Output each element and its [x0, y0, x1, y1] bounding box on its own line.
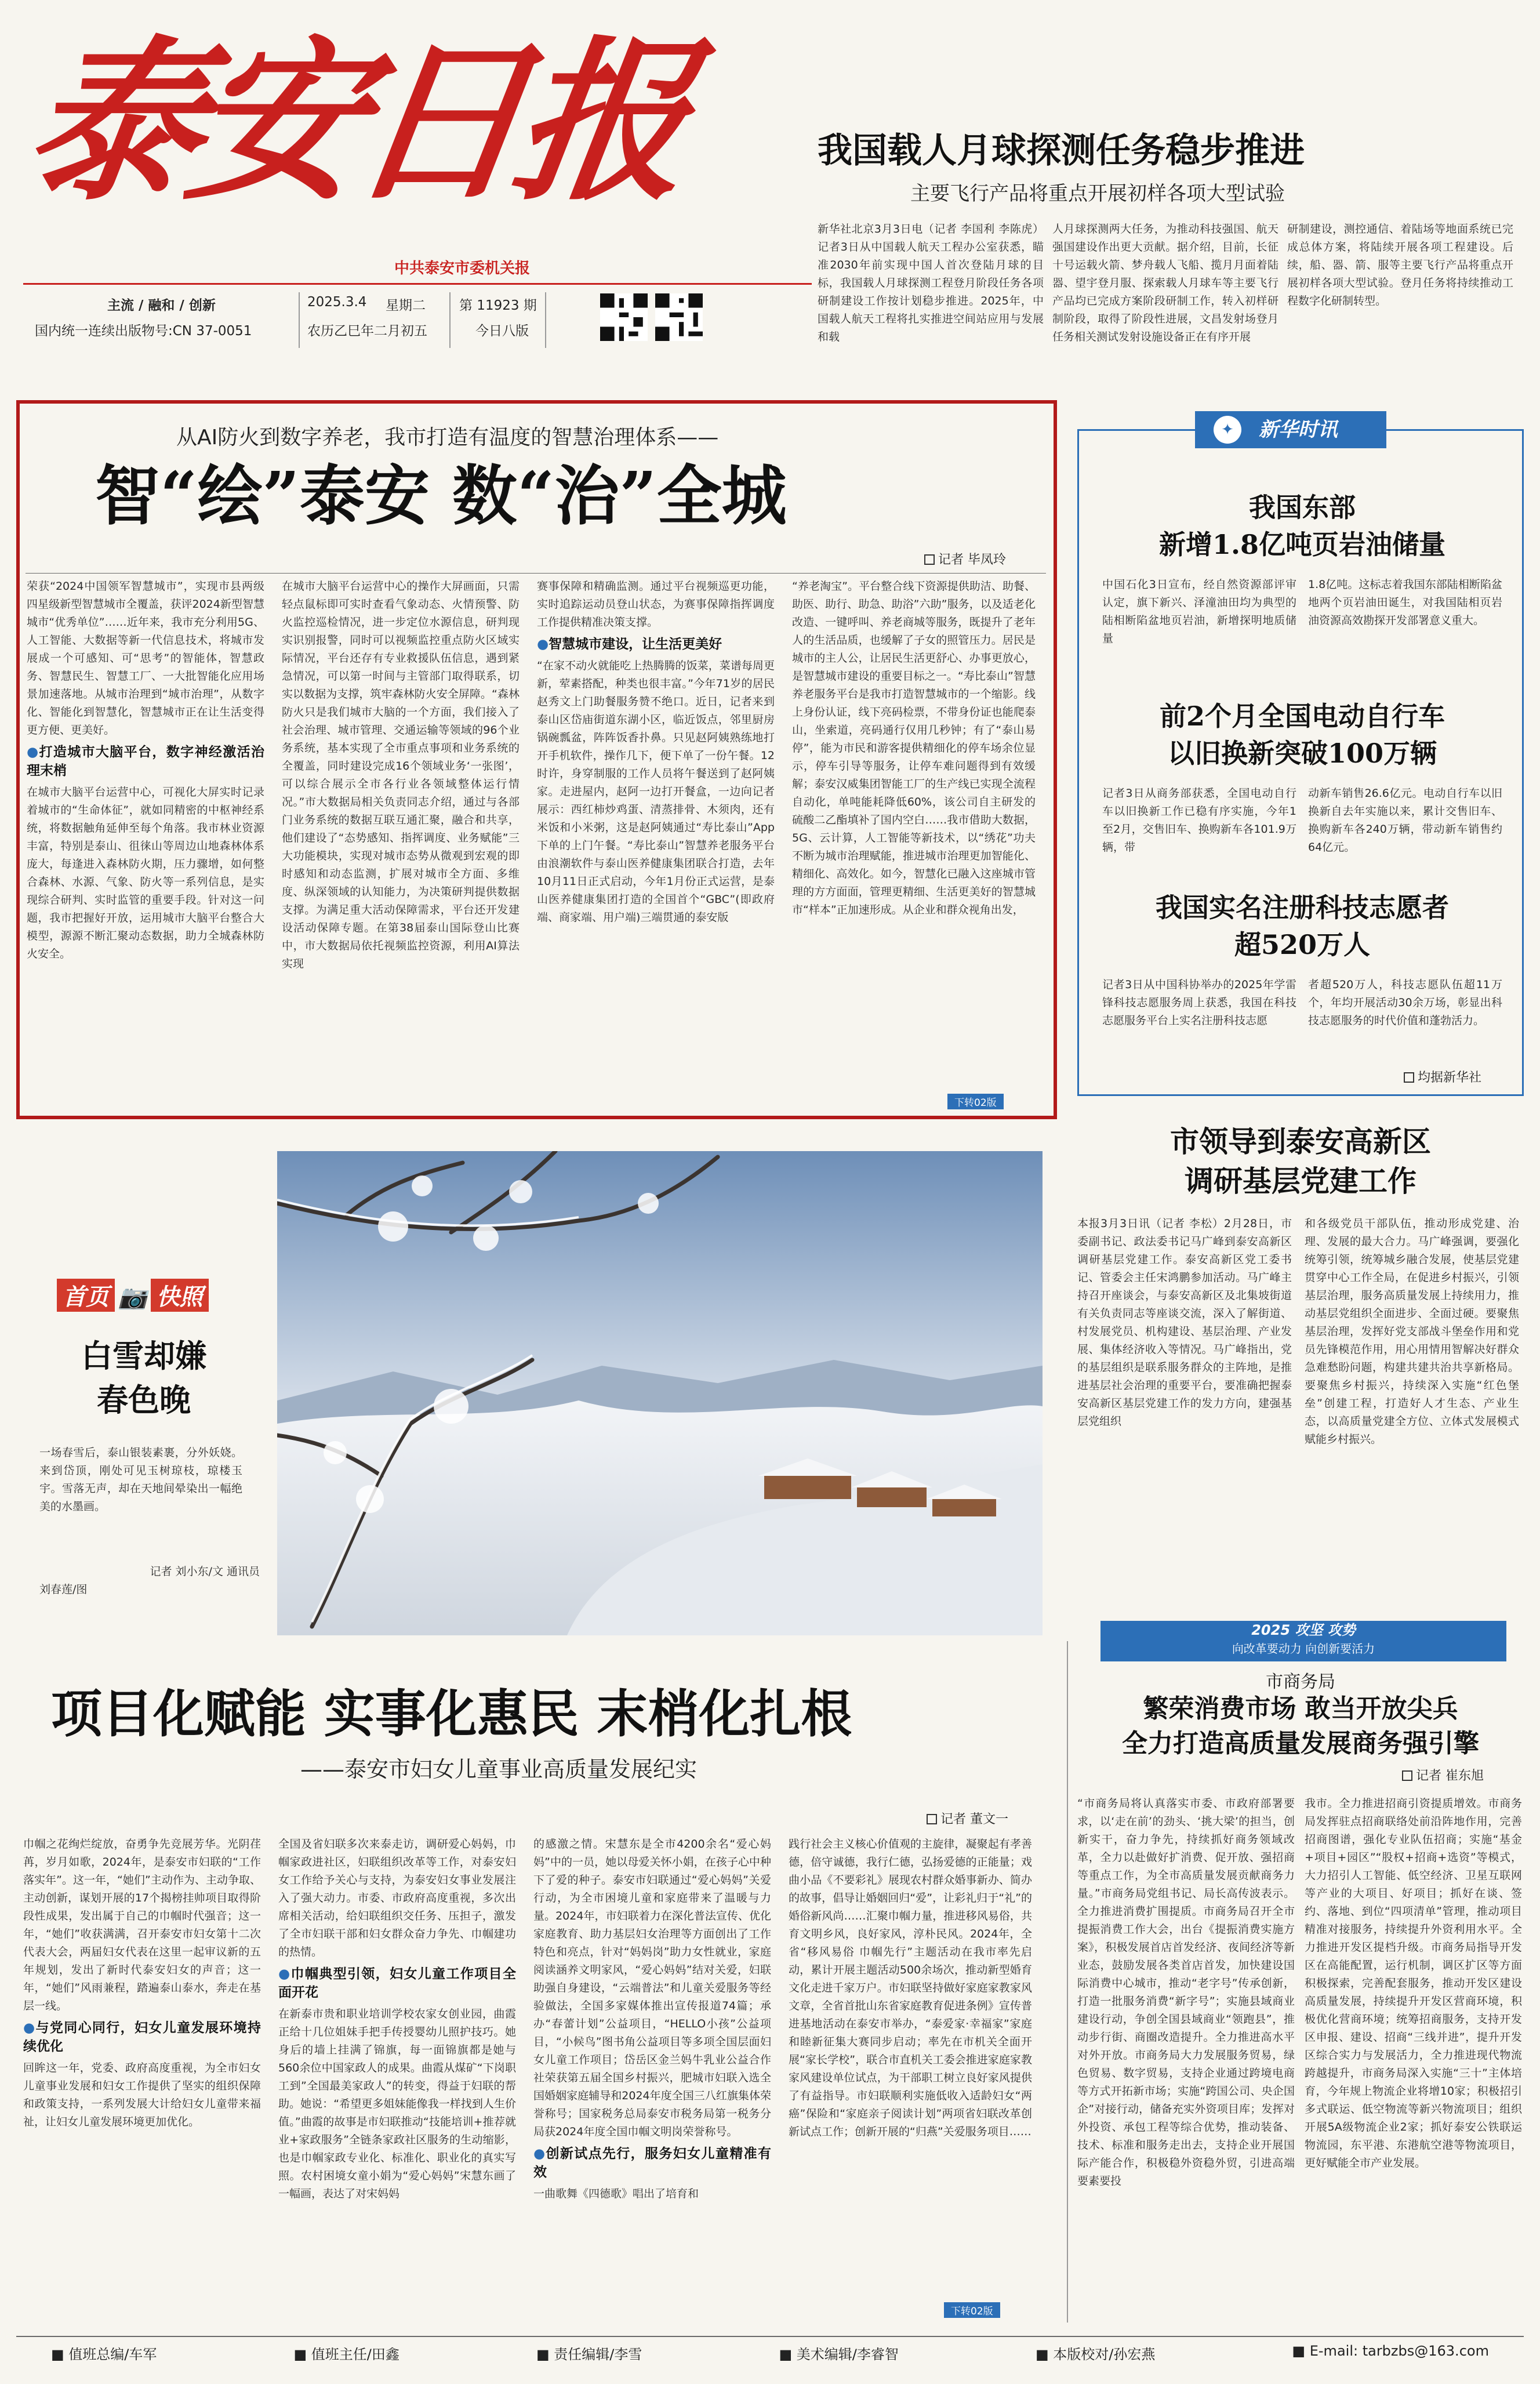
xinhua-item-text: 动新车销售26.6亿元。电动自行车以旧换新自去年实施以来，累计交售旧车、换购新车各240万辆，带动新车销售约64亿元。: [1308, 787, 1502, 854]
leader-title: 市领导到泰安高新区 调研基层党建工作: [1170, 1124, 1431, 1198]
commerce-reporter: 记者 崔东旭: [1402, 1766, 1484, 1784]
feature-jump-link[interactable]: 下转02版: [944, 2302, 1000, 2318]
photo-kicker: 首页 📷 快照: [57, 1279, 209, 1312]
lead-subhead-2: ●智慧城市建设，让生活更美好: [537, 637, 722, 652]
qr-code-icon: [600, 293, 648, 341]
lead-kicker: 从AI防火到数字养老，我市打造有温度的智慧治理体系——: [176, 426, 719, 449]
xinhua-item-title: 前2个月全国电动自行车 以旧换新突破100万辆: [1159, 701, 1445, 769]
leader-visit: [1077, 1122, 1524, 1603]
qr-code-icon: [655, 293, 703, 341]
xinhua-item-title: 我国实名注册科技志愿者 超520万人: [1156, 892, 1449, 960]
masthead-title: 泰安日报: [14, 19, 693, 224]
feature-col4: 践行社会主义核心价值观的主旋律，凝聚起有孝善德，倍守诚德，我行仁德，弘扬爱德的正能量；戏曲小品《不要彩礼》展现农村群众婚事新办、简办的故事，倡导让婚姻回归“爱”，让彩礼归于“礼”的婚俗新风尚……汇聚巾帼力量，推进移风易俗，共育文明乡风，良好家风，淳朴民风。2024年，全省“移风易俗 巾帼先行”主题活动在我市率先启动，累计开展主题活动500余场次，推动新型婚育文化走进千家万户。市妇联坚持做好家庭家教家风文章，全省首批山东省家庭教育促进条例》宣传普进基地活动在泰安市举办，“泰爱家·幸福家”家庭和睦新征集大赛同步启动；率先在市机关全面开展“家长学校”，联合市直机关工委会推进家庭家教家风建设单位试点，为干部职工树立良好家风提供了有益指导。市妇联顺利实施低收入适龄妇女“两癌”保险和“家庭亲子阅读计划”两项省妇联改革创新试点工作；创新开展的“归燕”关爱服务项目……: [789, 1838, 1032, 2138]
footer-item: ■ 美术编辑/李睿智: [779, 2346, 899, 2363]
top-story-col1: 新华社北京3月3日电（记者 李国利 李陈虎）记者3日从中国载人航天工程办公室获悉，瞄准2030年前实现中国人首次登陆月球的目标，我国载人月球探测工程登月阶段任务各项研制建设工作按计划稳步推进。2025年，中国载人航天工程将扎实推进空间站应用与发展和载: [818, 223, 1044, 343]
xinhua-item-text: 1.8亿吨。这标志着我国东部陆相断陷盆地两个页岩油田诞生，对我国陆相页岩油资源高效勘探开发部署意义重大。: [1308, 578, 1502, 627]
feature-headline: 项目化赋能 实事化惠民 末梢化扎根: [51, 1683, 852, 1744]
xinhua-item-text: 记者3日从中国科协举办的2025年学雷锋科技志愿服务周上获悉，我国在科技志愿服务平台上实名注册科技志愿: [1102, 978, 1296, 1027]
xinhua-item-text: 记者3日从商务部获悉，全国电动自行车以旧换新工作已稳有序实施，今年1至2月，交售旧车、换购新车各101.9万辆，带: [1102, 787, 1296, 854]
commerce-story: [1077, 1621, 1524, 2325]
lead-col4: “养老淘宝”。平台整合线下资源提供助洁、助餐、助医、助行、助急、助浴”六助”服务，以及适老化改造、一键呼叫、养老商城等服务，既提升了老年人的生活品质，也缓解了子女的照管压力。居民是城市的主人公，让居民生活更舒心、办事更放心，是智慧城市建设的重要目标之一。“寿比泰山”智慧养老服务平台是我市打造智慧城市的一个缩影。线上身份认证，线下亮码检票，不带身份证也能爬泰山，坐索道，亮码通行仅用几秒钟；有了“泰山易停”，能为市民和游客提供精细化的停车场余位显示，停车引导等服务，让停车难问题得到有效缓解；泰安汉威集团智能工厂的生产线已实现全流程自动化，单吨能耗降低60%，该公司自主研发的硫酸二乙酯填补了国内空白……我市借助大数据，5G、云计算，人工智能等新技术，以“绣花”功夫不断为城市治理赋能，推进城市治理更加智能化、精细化、高效化。如今，智慧化已融入这座城市管理的方方面面，管理更精细、生活更美好的智慧城市“样本”正加速形成。从企业和群众视角出发，: [792, 580, 1036, 916]
footer-item: ■ 责任编辑/李雪: [536, 2346, 642, 2363]
lead-col1: 荣获“2024中国领军智慧城市”，实现市县两级四星级新型智慧城市全覆盖，获评2024新型智慧城市“优秀单位”……近年来，我市充分利用5G、人工智能、大数据等新一代信息技术，将城市发展成一个可感知、可“思考”的智能体，智慧政务、智慧民生、智慧工厂、一大批智能化应用场景加速落地。从城市治理到“城市治理”，从数字化、智能化到智慧化，智慧城市正在让生活变得更方便、更美好。 ●打造城市大脑平台，数字神经激活治理末梢 在城市大脑平台运营中心，可视化大屏实时记录着城市的“生命体征”，就如同精密的中枢神经系统，将数据触角延伸至每个角落。我市林业资源丰富，特别是泰山、徂徕山等周边山地森林体系庞大，每逢进入森林防火期，压力骤增，如何整合森林、水源、气象、防火等一系列信息，是实现综合研判、实时监管的重要手段。针对这一问题，我市把握好开放，运用城市大脑平台整合大模型，源源不断汇聚动态数据，助力全城森林防火安全。: [27, 580, 264, 960]
top-story: [794, 116, 1519, 389]
footer-item: ■ 值班主任/田鑫: [293, 2346, 399, 2363]
xinhua-item-title: 我国东部 新增1.8亿吨页岩油储量: [1158, 492, 1446, 560]
feature-col1: 巾帼之花绚烂绽放，奋勇争先竞展芳华。光阴荏苒，岁月如歌，2024年，是泰安市妇联的“工作落实年”。这一年，“她们”主动作为、主动争取、主动创新，谋划开展的17个揭榜挂帅项目取得阶段性成果，发出属于自己的巾帼时代强音；这一年，“她们”收获满满，召开泰安市妇女第十二次代表大会，两届妇女代表在这里一起审议新的五年规划，发出了新时代泰安妇女的声音；这一年，“她们”风雨兼程，踏遍泰山泰水，奔走在基层一线。 ●与党同心同行，妇女儿童发展环境持续优化 回眸这一年，党委、政府高度重视，为全市妇女儿童事业发展和妇女工作提供了坚实的组织保障和政策支持，一系列发展大计给妇女儿童带来福祉，让妇女儿童发展环境更加优化。: [23, 1838, 261, 2128]
feature-reporter: 记者 董文一: [927, 1809, 1008, 1827]
photo-caption: 一场春雪后，泰山银装素裹，分外妖娆。来到岱顶，刚处可见玉树琼枝，琼楼玉宇。雪落无声，却在天地间晕染出一幅绝美的水墨画。: [39, 1446, 242, 1513]
feature-subhead-3: ●创新试点先行，服务妇女儿童精准有效: [533, 2146, 771, 2180]
feature-subtitle: ——泰安市妇女儿童事业高质量发展纪实: [300, 1757, 698, 1782]
masthead: [14, 12, 812, 290]
masthead-weekday: 星期二: [386, 298, 426, 313]
photo-feature: [16, 1151, 1060, 1644]
footer-item: ■ 本版校对/孙宏燕: [1035, 2346, 1156, 2363]
feature-col3: 的感激之情。宋慧东是全市4200余名“爱心妈妈”中的一员，她以母爱关怀小娟，在孩子心中种下了爱的种子。泰安市妇联通过“爱心妈妈”关爱行动，为全市困境儿童和家庭带来了温暖与力量。2024年，市妇联着力在深化普法宣传、优化家庭教育、助力基层妇女治理等方面创出了工作特色和亮点，针对“妈妈岗”助力女性就业，家庭阅读涵养文明家风，“爱心妈妈”结对关爱，妇联助强自身建设，“云端普法”和儿童关爱服务等经验做法，全国多家媒体推出宣传报道74篇；承办“春蕾计划”公益项目，“HELLO小孩”公益项目，“小候鸟”图书角公益项目等多项全国层面妇女儿童工作项目；岱岳区金兰妈牛乳业公益合作社荣获第五届全国乡村振兴，肥城市妇联入选全国婚姻家庭辅导和2024年度全国三八红旗集体荣誉称号；国家税务总局泰安市税务局第一税务分局获2024年度全国巾帼文明岗荣誉称号。 ●创新试点先行，服务妇女儿童精准有效 一曲歌舞《四德歌》唱出了培育和: [533, 1838, 771, 2200]
xinhua-item-text: 者超520万人，科技志愿队伍超11万个，年均开展活动30余万场，彰显出科技志愿服务的时代价值和蓬勃活力。: [1308, 978, 1502, 1027]
xinhua-item: [1102, 698, 1502, 854]
top-story-title: 我国载人月球探测任务稳步推进: [818, 130, 1305, 171]
lead-headline: 智“绘”泰安 数“治”全城: [95, 458, 787, 534]
top-story-col3: 研制建设，测控通信、着陆场等地面系统已完成总体方案，将陆续开展各项工程建设。后续，船、器、箭、服等主要飞行产品将重点开展初样各项大型试验。登月任务将持续推动工程数字化研制转型。: [1287, 223, 1513, 307]
footer: [16, 2343, 1524, 2372]
photo-title: 白雪却嫌 春色晚: [81, 1337, 206, 1418]
commerce-title: 繁荣消费市场 敢当开放尖兵 全力打造高质量发展商务强引擎: [1122, 1694, 1479, 1758]
column-divider: [1067, 1641, 1068, 2323]
feature-subhead-2: ●巾帼典型引领，妇女儿童工作项目全面开花: [278, 1966, 516, 2000]
photo-credit: 记者 刘小东/文 通讯员 刘春莲/图: [39, 1565, 260, 1596]
leader-col2: 和各级党员干部队伍，推动形成党建、治理、发展的最大合力。马广峰强调，要强化统筹引领，统筹城乡融合发展，使基层党建贯穿中心工作全局，在促进乡村振兴，引领基层治理，服务高质量发展上持续用力，推动基层党组织全面进步、全面过硬。要聚焦基层治理，发挥好党支部战斗堡垒作用和党员先锋模范作用，用心用情用智解决好群众急难愁盼问题，构建共建共治共享新格局。要聚焦乡村振兴，持续深入实施“红色堡垒”创建工程，打造好人才生态、产业生态，以高质量党建全方位、立体式发展模式赋能乡村振兴。: [1305, 1217, 1519, 1446]
leader-col1: 本报3月3日讯（记者 李松）2月28日，市委副书记、政法委书记马广峰到泰安高新区调研基层党建工作。泰安高新区党工委书记、管委会主任宋鸿鹏参加活动。马广峰主持召开座谈会，与泰安高新区及北集坡街道有关负责同志等座谈交流，深入了解街道、村发展党员、机构建设、基层治理、产业发展、集体经济收入等情况。马广峰指出，党的基层组织是联系服务群众的主阵地，是推进基层社会治理的重要平台，要准确把握泰安高新区基层党建工作的发力方向，建强基层党组织: [1077, 1217, 1292, 1428]
feature-story: [16, 1670, 1060, 2323]
masthead-info: [23, 290, 812, 354]
masthead-divider: [23, 283, 812, 285]
feature-subhead-1: ●与党同心同行，妇女儿童发展环境持续优化: [23, 2020, 261, 2054]
masthead-lunar: 农历乙巳年二月初五: [307, 324, 427, 339]
footer-item: ■ 值班总编/车军: [51, 2346, 157, 2363]
masthead-tagline: 主流 / 融和 / 创新: [107, 298, 216, 313]
commerce-col1: “市商务局将认真落实市委、市政府部署要求，以‘走在前’的劲头、‘挑大梁’的担当，创新实干，奋力争先，持续抓好商务领域改革，全力以赴做好扩消费、促开放、强招商等重点工作，为全市高质量发展贡献商务力量。”市商务局党组书记、局长高传波表示。全力推进消费扩围提质。市商务局召开全市提振消费工作大会，出台《提振消费实施方案》，积极发展首店首发经济、夜间经济等新业态，鼓励发展各类首店首发，加快建设国际消费中心城市，推动“老字号”传承创新，打造一批服务消费“新字号”；实施县域商业建设行动，争创全国县域商业“领跑县”，推动步行街、商圈改造提升。全力推进高水平对外开放。市商务局大力发展服务贸易，绿色贸易、数字贸易，支持企业通过跨境电商等方式开拓新市场；实施“跨国公司、央企国企”对接行动，储备充实外资项目库；发挥对外投资、承包工程等综合优势，推动装备、技术、标准和服务走出去，支持企业开展国际产能合作，积极稳外资稳外贸，引进高端要素要投: [1077, 1797, 1295, 2187]
masthead-issn: 国内统一连续出版物号:CN 37-0051: [35, 324, 252, 339]
xinhua-item: [1102, 489, 1502, 645]
lead-story: [16, 400, 1057, 1119]
snow-mountain-photo: [277, 1151, 1043, 1635]
commerce-col2: 我市。全力推进招商引资提质增效。市商务局发挥驻点招商联络处前沿阵地作用，完善招商图谱，强化专业队伍招商；实施“基金+项目+园区”“股权+招商+选资”等模式，大力招引人工智能、低空经济、卫星互联网等产业的大项目、好项目；抓好在谈、签约、落地、到位“四项清单”管理，推动项目精准对接服务，持续提升外资利用水平。全力推进开发区提档升级。市商务局指导开发区在高能配置，运行机制，调区扩区等方面积极探索，完善配套服务，推动开发区建设高质量发展，持续提升开发区营商环境，积极优化营商环境；统筹招商服务，支持开发区申报、建设、招商“三线并进”，提升开发区综合实力与发展活力，全力推进现代物流跨越提升，市商务局深入实施“三十”主体培育，今年规上物流企业将增10家；积极招引多式联运、低空物流等新兴物流项目；组织开展5A级物流企业2家；抓好泰安公铁联运物流园，东平港、东港航空港等物流项目，更好赋能全市产业发展。: [1305, 1797, 1522, 2169]
footer-email[interactable]: ■ E-mail: tarbzbs@163.com: [1292, 2343, 1489, 2359]
camera-icon: 📷: [118, 1284, 147, 1311]
feature-col2: 全国及省妇联多次来泰走访，调研爱心妈妈，巾帼家政进社区，妇联组织改革等工作，对泰安妇女工作给予关心与支持，为泰安妇女事业发展注入了强大动力。市委、市政府高度重视，多次出席相关活动，给妇联组织交任务、压担子，激发了全市妇联干部和妇女群众奋力争先、巾帼建功的热情。 ●巾帼典型引领，妇女儿童工作项目全面开花 在新泰市贵和职业培训学校农家女创业园，曲霞正给十几位姐妹手把手传授婴幼儿照护技巧。她身后的墙上挂满了锦旗，每一面锦旗都是她与560余位中国家政人的成果。曲霞从煤矿“下岗职工到”全国最美家政人”的转变，得益于妇联的帮助。她说：“希望更多姐妹能像我一样找到人生价值。”曲霞的故事是市妇联推动“技能培训+推荐就业+家政服务”全链条家政社区服务的生动缩影，也是巾帼家政专业化、标准化、职业化的真实写照。农村困境女童小娟为“爱心妈妈”宋慧东画了一幅画，表达了对宋妈妈: [278, 1838, 516, 2200]
lead-col2: 在城市大脑平台运营中心的操作大屏画面，只需轻点鼠标即可实时查看气象动态、火情预警、防火监控巡检情况，进一步定位水源信息，研判现实识别报警，同时可以视频监控重点防火区域实际情况，平台还存有专业救援队伍信息，遇到紧急情况，可以第一时间与主管部门取得联系，切实以数据为支撑，筑牢森林防火安全屏障。“森林防火只是我们城市大脑的一个方面，我们接入了社会治理、城市管理、交通运输等领域的96个业务系统，基本实现了全市重点事项和业务系统的全覆盖，同时建设完成16个领域业务‘一张图’，可以综合展示全市各行业各领域整体运行情况。”市大数据局相关负责同志介绍，通过与各部门业务系统的数据互联互通汇聚，融合和共享，他们建设了“态势感知、指挥调度、业务赋能”三大功能模块，实现对城市态势从微观到宏观的即时感知和动态监测，扩展对城市全方面、多维度、纵深领域的认知能力，为决策研判提供数据支撑。为满足重大活动保障需求，平台还开发建设活动保障专题。在第38届泰山国际登山比赛中，市大数据局依托视频监控资源，利用AI算法实现: [282, 580, 520, 970]
commerce-dept: 市商务局: [1266, 1672, 1335, 1692]
lead-reporter: 记者 毕凤玲: [924, 550, 1006, 568]
xinhua-label-badge: ✦ 新华时讯: [1195, 411, 1386, 448]
top-story-col2: 人月球探测两大任务，为推动科技强国、航天强国建设作出更大贡献。据介绍，目前，长征十号运载火箭、梦舟载人飞船、揽月月面着陆器、望宇登月服、探索载人月球车等主要飞行产品均已完成方案阶段研制工作，转入初样研制阶段，取得了阶段性进展，文昌发射场登月任务相关测试发射设施设备正在有序开展: [1052, 223, 1279, 343]
masthead-pages: 今日八版: [475, 324, 529, 339]
masthead-issue: 第 11923 期: [459, 298, 537, 313]
xinhua-item: [1102, 889, 1502, 1027]
lead-subhead-1: ●打造城市大脑平台，数字神经激活治理末梢: [27, 745, 264, 778]
xinhua-briefs: [1077, 418, 1524, 1096]
campaign-banner: 2025 攻坚 攻势 向改革要动力 向创新要活力: [1100, 1621, 1506, 1661]
masthead-sponsor: 中共泰安市委机关报: [394, 260, 531, 277]
masthead-date: 2025.3.4: [307, 295, 367, 310]
lead-jump-link[interactable]: 下转02版: [947, 1094, 1004, 1109]
footer-rule: [16, 2336, 1524, 2337]
xinhua-logo-icon: ✦: [1214, 416, 1241, 444]
lead-col3: 赛事保障和精确监测。通过平台视频巡更功能，实时追踪运动员登山状态，为赛事保障指挥调度工作提供精准决策支撑。 ●智慧城市建设，让生活更美好 “在家不动火就能吃上热腾腾的饭菜，菜谱每周更新，荤素搭配，种类也很丰富。”今年71岁的居民赵秀文上门助餐服务赞不绝口。近日，记者来到泰山区岱庙街道东湖小区，临近饭点，邻里厨房锅碗瓢盆，阵阵饭香扑鼻。只见赵阿姨熟练地打开手机软件，操作几下，便下单了一份午餐。12时许，身穿制服的工作人员将午餐送到了赵阿姨家。走进屋内，赵阿一边打开餐盒，一边向记者展示：西红柿炒鸡蛋、清蒸排骨、木须肉，还有米饭和小米粥，这是赵阿姨通过“寿比泰山”App下单的上门午餐。“寿比泰山”智慧养老服务平台由浪潮软件与泰山医养健康集团联合打造，去年10月11日正式启动，今年1月份正式运营，是泰山医养健康集团打造的全国首个“GBC”(即政府端、商家端、用户端)三端贯通的泰安版: [537, 580, 775, 924]
xinhua-item-text: 中国石化3日宣布，经自然资源部评审认定，旗下新兴、泽潼油田均为典型的陆相断陷盆地页岩油，新增探明地质储量: [1102, 578, 1296, 645]
xinhua-credit: 均据新华社: [1404, 1068, 1481, 1086]
top-story-subtitle: 主要飞行产品将重点开展初样各项大型试验: [910, 182, 1285, 205]
